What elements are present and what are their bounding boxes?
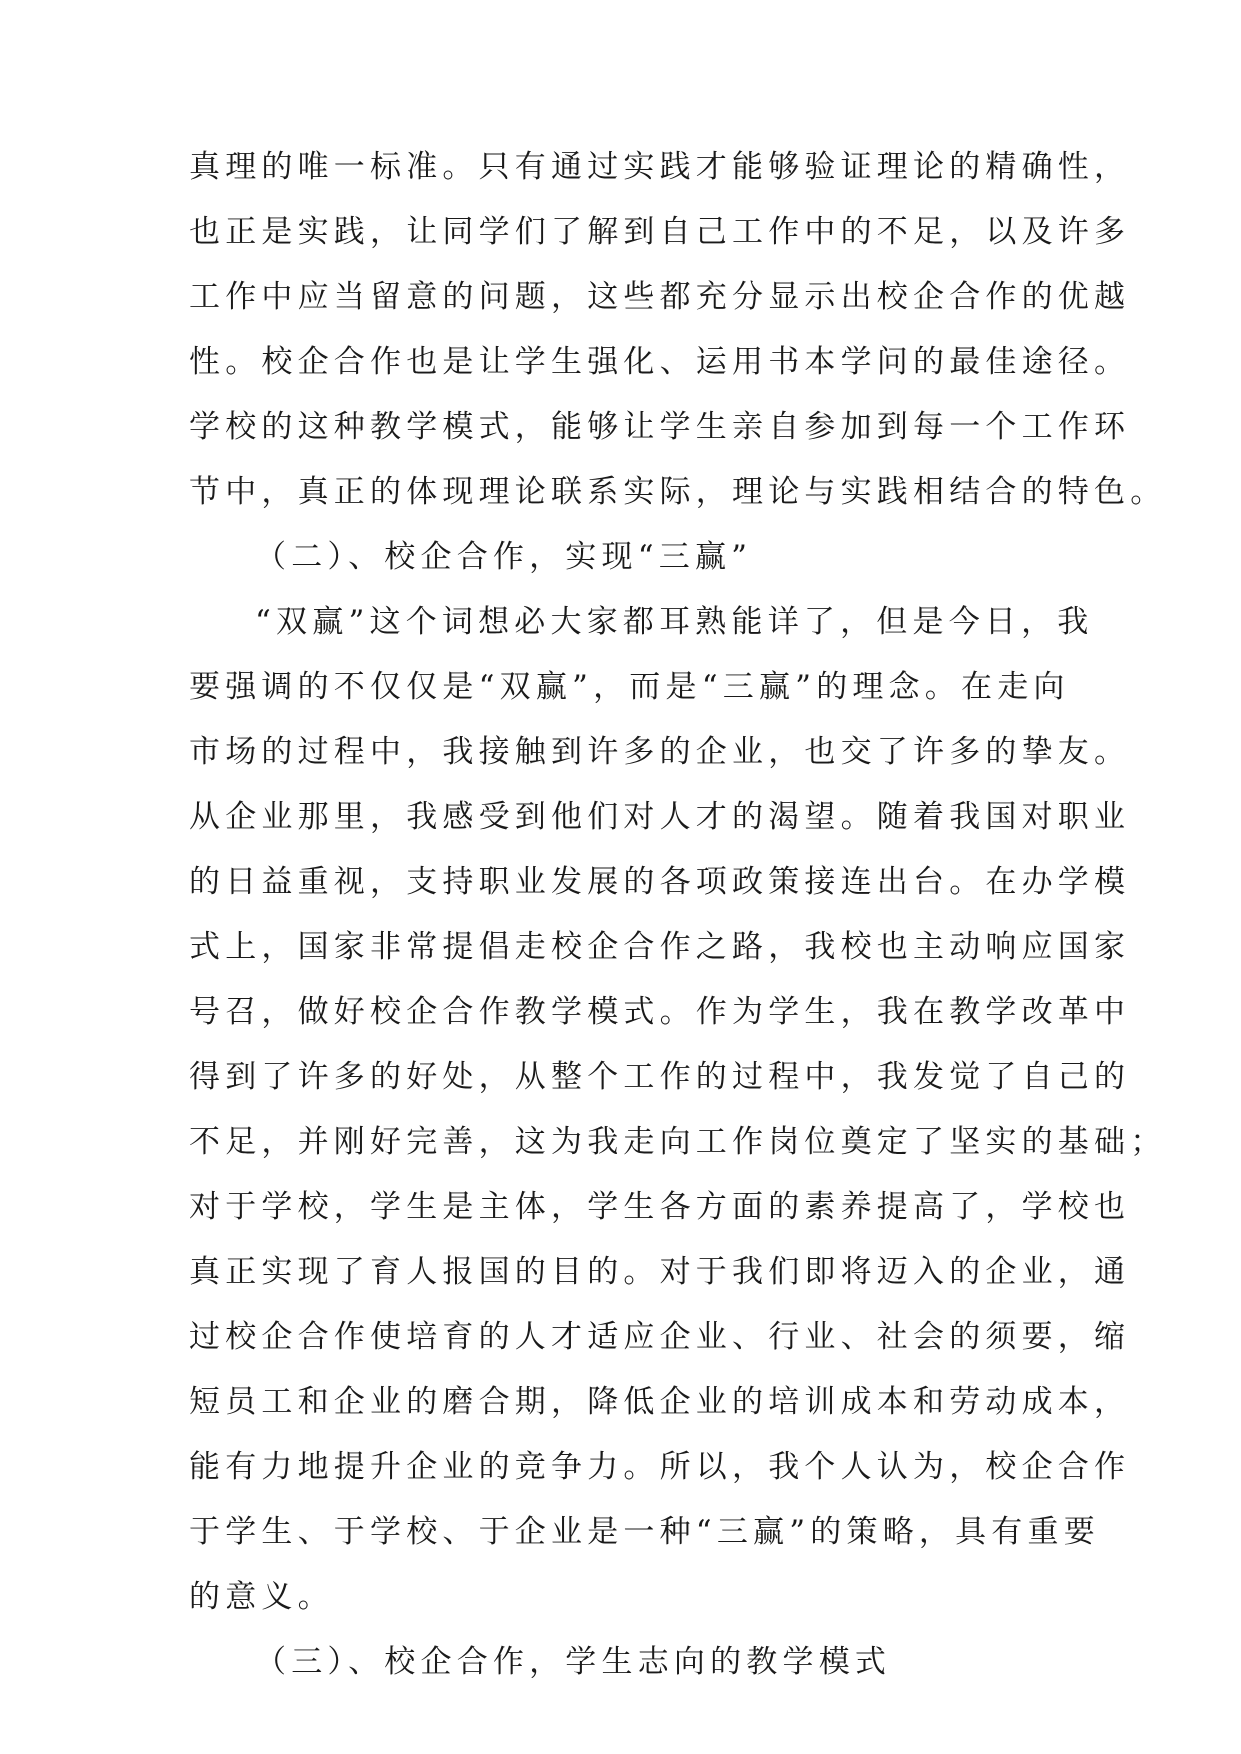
text-line: 能有力地提升企业的竞争力。所以，我个人认为，校企合作 xyxy=(189,1449,1131,1485)
text-line: 要强调的不仅仅是“双赢”，而是“三赢”的理念。在走向 xyxy=(189,669,1070,705)
text-line: 也正是实践，让同学们了解到自己工作中的不足，以及许多 xyxy=(189,214,1131,250)
text-line: 节中，真正的体现理论联系实际，理论与实践相结合的特色。 xyxy=(189,474,1167,510)
text-line: 短员工和企业的磨合期，降低企业的培训成本和劳动成本， xyxy=(189,1384,1131,1420)
text-line: “双赢”这个词想必大家都耳熟能详了，但是今日，我 xyxy=(255,604,1094,640)
text-line: 过校企合作使培育的人才适应企业、行业、社会的须要，缩 xyxy=(189,1319,1131,1355)
text-line: 的日益重视，支持职业发展的各项政策接连出台。在办学模 xyxy=(189,864,1131,900)
section-heading: （二）、校企合作，实现“三赢” xyxy=(255,539,753,575)
text-line: 从企业那里，我感受到他们对人才的渴望。随着我国对职业 xyxy=(189,799,1131,835)
text-line: 学校的这种教学模式，能够让学生亲自参加到每一个工作环 xyxy=(189,409,1131,445)
text-line: 性。校企合作也是让学生强化、运用书本学问的最佳途径。 xyxy=(189,344,1131,380)
text-line: 于学生、于学校、于企业是一种“三赢”的策略，具有重要 xyxy=(189,1514,1100,1550)
section-heading: （三）、校企合作，学生志向的教学模式 xyxy=(255,1644,892,1680)
text-line: 得到了许多的好处，从整个工作的过程中，我发觉了自己的 xyxy=(189,1059,1131,1095)
text-line: 的意义。 xyxy=(189,1579,334,1615)
text-line: 真正实现了育人报国的目的。对于我们即将迈入的企业，通 xyxy=(189,1254,1131,1290)
text-line: 市场的过程中，我接触到许多的企业，也交了许多的挚友。 xyxy=(189,734,1131,770)
text-line: 真理的唯一标准。只有通过实践才能够验证理论的精确性， xyxy=(189,149,1131,185)
text-line: 对于学校，学生是主体，学生各方面的素养提高了，学校也 xyxy=(189,1189,1131,1225)
text-line: 不足，并刚好完善，这为我走向工作岗位奠定了坚实的基础； xyxy=(189,1124,1167,1160)
text-line: 式上，国家非常提倡走校企合作之路，我校也主动响应国家 xyxy=(189,929,1131,965)
text-line: 号召，做好校企合作教学模式。作为学生，我在教学改革中 xyxy=(189,994,1131,1030)
text-line: 工作中应当留意的问题，这些都充分显示出校企合作的优越 xyxy=(189,279,1131,315)
